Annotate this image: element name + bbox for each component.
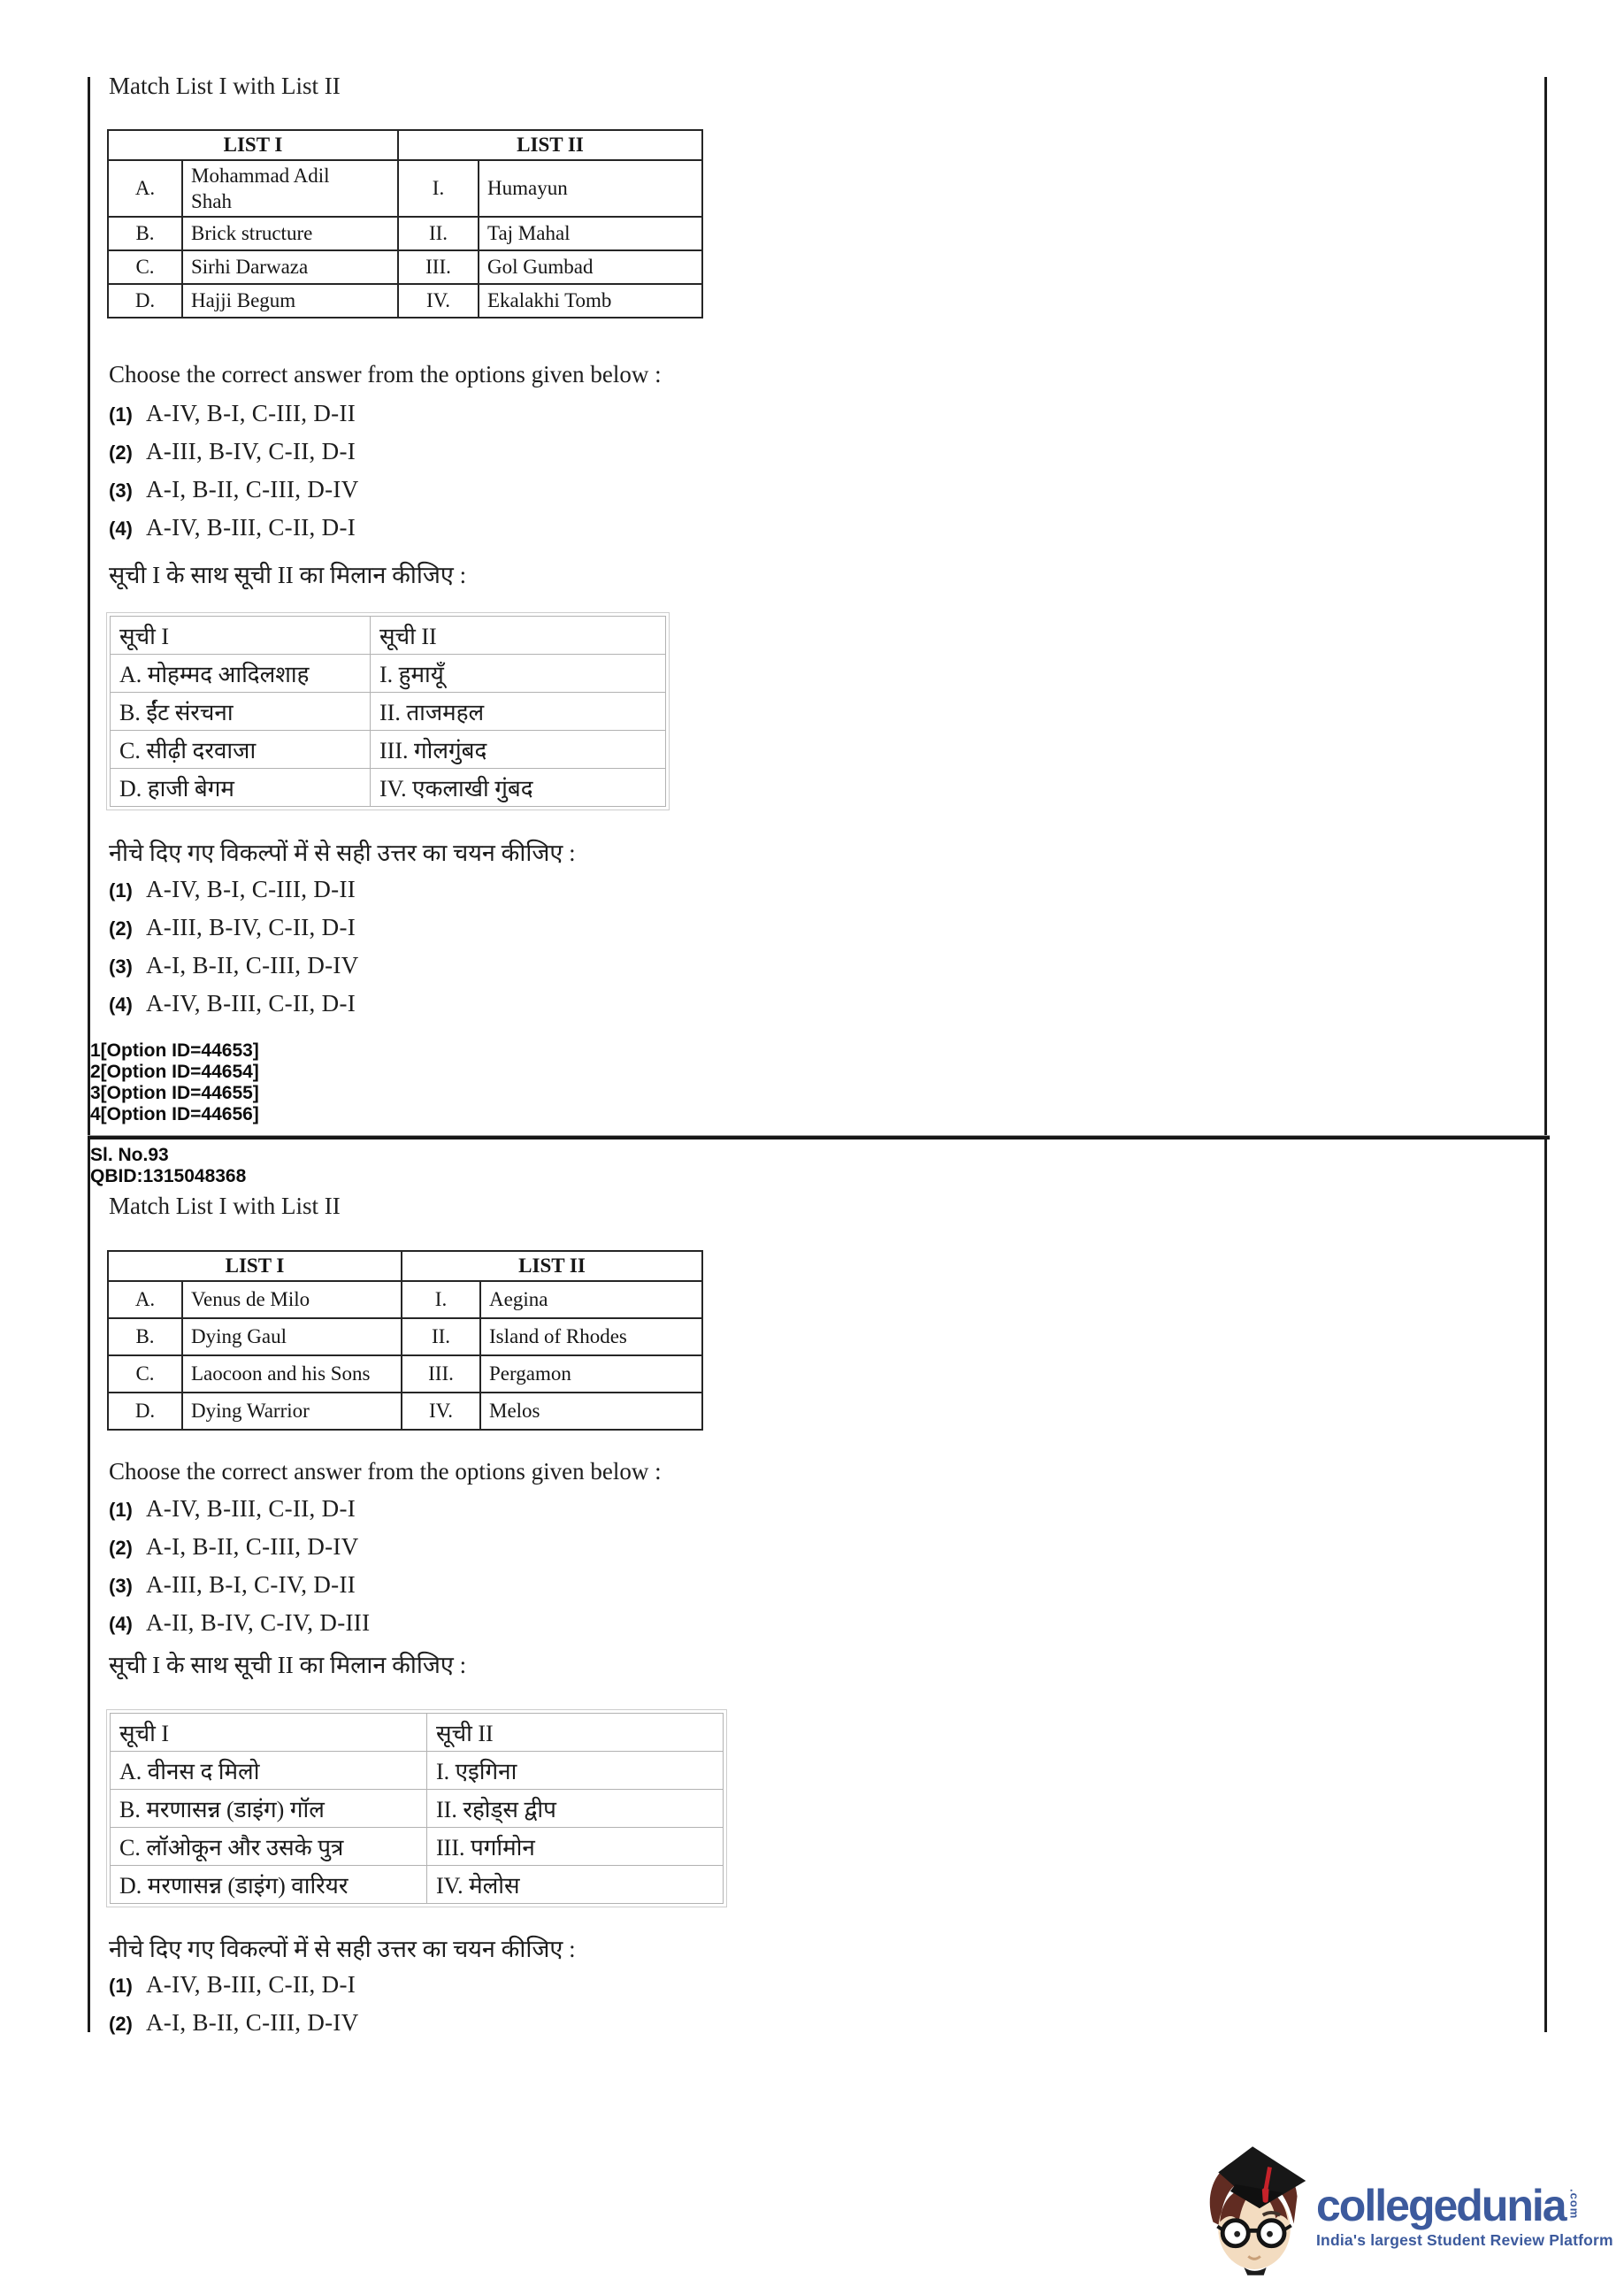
table-row xyxy=(111,1828,724,1866)
option-row xyxy=(104,1971,359,1998)
option-text: A-I, B-II, C-III, D-IV xyxy=(146,476,359,503)
cell-item: III. गोलगुंबद xyxy=(371,731,666,769)
q2-match-prompt-hindi: सूची I के साथ सूची II का मिलान कीजिए : xyxy=(109,1652,467,1678)
list2-header: LIST II xyxy=(398,130,702,160)
option-id-line: 4[Option ID=44656] xyxy=(90,1104,259,1124)
table-row xyxy=(108,1393,702,1430)
table-row xyxy=(108,1281,702,1318)
collegedunia-mascot-icon xyxy=(1199,2146,1313,2275)
option-text: A-IV, B-III, C-II, D-I xyxy=(146,1495,356,1522)
cell-item: A. मोहम्मद आदिलशाह xyxy=(111,655,371,693)
brand-tagline: India's largest Student Review Platform xyxy=(1316,2231,1613,2249)
cell-item: Taj Mahal xyxy=(479,217,702,250)
option-text: A-III, B-IV, C-II, D-I xyxy=(146,438,356,464)
list1-header-hi: सूची I xyxy=(111,1714,427,1752)
cell-letter: A. xyxy=(108,160,182,217)
cell-item: II. रहोड्स द्वीप xyxy=(427,1790,724,1828)
option-number: (2) xyxy=(109,1537,133,1559)
brand-wordmark: collegedunia xyxy=(1316,2181,1566,2230)
q1-options-english xyxy=(104,400,359,552)
brand-dotcom: .com xyxy=(1567,2189,1582,2220)
option-row xyxy=(104,476,359,503)
cell-item: Island of Rhodes xyxy=(480,1318,702,1355)
option-number: (1) xyxy=(109,879,133,902)
cell-item: I. हुमायूँ xyxy=(371,655,666,693)
option-number: (4) xyxy=(109,994,133,1016)
q1-match-table-english xyxy=(107,129,703,318)
table-row xyxy=(108,160,702,217)
table-row xyxy=(111,769,666,807)
cell-roman: IV. xyxy=(398,284,479,318)
option-text: A-IV, B-I, C-III, D-II xyxy=(146,876,356,902)
option-row xyxy=(104,1533,370,1560)
option-number: (1) xyxy=(109,1499,133,1521)
cell-letter: B. xyxy=(108,217,182,250)
q1-options-hindi xyxy=(104,876,359,1028)
cell-item: Laocoon and his Sons xyxy=(182,1355,402,1393)
option-number: (2) xyxy=(109,2013,133,2035)
table-row xyxy=(108,1318,702,1355)
cell-item: Brick structure xyxy=(182,217,398,250)
option-number: (2) xyxy=(109,441,133,464)
cell-item: Ekalakhi Tomb xyxy=(479,284,702,318)
option-row xyxy=(104,438,359,462)
list1-header: LIST I xyxy=(108,1251,402,1281)
option-row xyxy=(104,2009,359,2036)
option-id-line: 1[Option ID=44653] xyxy=(90,1040,259,1061)
cell-item: Dying Gaul xyxy=(182,1318,402,1355)
option-number: (2) xyxy=(109,917,133,940)
option-row xyxy=(104,400,359,424)
table-header-row xyxy=(111,617,666,655)
cell-letter: C. xyxy=(108,250,182,284)
cell-item: C. लॉओकून और उसके पुत्र xyxy=(111,1828,427,1866)
list2-header-hi: सूची II xyxy=(427,1714,724,1752)
option-id-line: 3[Option ID=44655] xyxy=(90,1083,259,1103)
option-number: (1) xyxy=(109,1975,133,1997)
cell-roman: II. xyxy=(398,217,479,250)
cell-letter: D. xyxy=(108,1393,182,1430)
q2-options-english xyxy=(104,1495,370,1647)
cell-item: Hajji Begum xyxy=(182,284,398,318)
cell-letter: D. xyxy=(108,284,182,318)
list1-header: LIST I xyxy=(108,130,398,160)
q1-title: Match List I with List II xyxy=(109,73,341,99)
option-text: A-IV, B-III, C-II, D-I xyxy=(146,990,356,1017)
cell-item: Aegina xyxy=(480,1281,702,1318)
q2-serial-number: Sl. No.93 xyxy=(90,1145,169,1165)
option-row xyxy=(104,1571,370,1598)
option-text: A-IV, B-I, C-III, D-II xyxy=(146,400,356,426)
option-text: A-III, B-IV, C-II, D-I xyxy=(146,914,356,940)
q1-choose-prompt-hindi: नीचे दिए गए विकल्पों में से सही उत्तर का चयन कीजिए : xyxy=(109,840,576,866)
q2-choose-prompt-en: Choose the correct answer from the options given below : xyxy=(109,1458,662,1485)
cell-item: Dying Warrior xyxy=(182,1393,402,1430)
q2-match-table-hindi xyxy=(106,1709,727,1907)
cell-roman: II. xyxy=(402,1318,480,1355)
cell-item: Melos xyxy=(480,1393,702,1430)
cell-item: A. वीनस द मिलो xyxy=(111,1752,427,1790)
option-row xyxy=(104,1495,370,1522)
option-text: A-IV, B-III, C-II, D-I xyxy=(146,1971,356,1998)
cell-item-text: Mohammad Adil Shah xyxy=(191,165,330,212)
q2-choose-prompt-hindi: नीचे दिए गए विकल्पों में से सही उत्तर का चयन कीजिए : xyxy=(109,1936,576,1962)
table-row xyxy=(108,284,702,318)
table-row xyxy=(111,731,666,769)
option-number: (4) xyxy=(109,1613,133,1635)
cell-item: Pergamon xyxy=(480,1355,702,1393)
cell-item: I. एइगिना xyxy=(427,1752,724,1790)
option-number: (3) xyxy=(109,480,133,502)
question-block-divider xyxy=(88,1135,1550,1140)
option-text: A-II, B-IV, C-IV, D-III xyxy=(146,1609,371,1636)
table-row xyxy=(111,1790,724,1828)
table-row xyxy=(108,217,702,250)
cell-item: D. हाजी बेगम xyxy=(111,769,371,807)
option-text: A-I, B-II, C-III, D-IV xyxy=(146,952,359,978)
q2-options-hindi xyxy=(104,1971,359,2047)
list2-header: LIST II xyxy=(402,1251,702,1281)
collegedunia-logo xyxy=(1199,2146,1613,2275)
option-number: (4) xyxy=(109,518,133,540)
option-row xyxy=(104,876,359,900)
option-text: A-I, B-II, C-III, D-IV xyxy=(146,2009,359,2036)
cell-item xyxy=(182,160,398,217)
cell-item: Venus de Milo xyxy=(182,1281,402,1318)
option-number: (3) xyxy=(109,1575,133,1597)
table-row xyxy=(108,250,702,284)
table-row xyxy=(111,655,666,693)
cell-roman: I. xyxy=(402,1281,480,1318)
cell-letter: A. xyxy=(108,1281,182,1318)
cell-roman: I. xyxy=(398,160,479,217)
q1-match-table-hindi xyxy=(106,612,670,810)
option-id-line: 2[Option ID=44654] xyxy=(90,1062,259,1082)
cell-roman: IV. xyxy=(402,1393,480,1430)
cell-item: D. मरणासन्न (डाइंग) वारियर xyxy=(111,1866,427,1904)
q1-option-ids xyxy=(90,1040,259,1125)
cell-letter: C. xyxy=(108,1355,182,1393)
list2-header-hi: सूची II xyxy=(371,617,666,655)
cell-letter: B. xyxy=(108,1318,182,1355)
table-row xyxy=(108,1355,702,1393)
option-text: A-I, B-II, C-III, D-IV xyxy=(146,1533,359,1560)
q2-meta xyxy=(90,1145,246,1187)
table-row xyxy=(111,1866,724,1904)
table-row xyxy=(111,693,666,731)
q2-match-table-english xyxy=(107,1250,703,1431)
cell-item: IV. एकलाखी गुंबद xyxy=(371,769,666,807)
cell-item: B. ईंट संरचना xyxy=(111,693,371,731)
table-header-row xyxy=(108,1251,702,1281)
list1-header-hi: सूची I xyxy=(111,617,371,655)
option-text: A-IV, B-III, C-II, D-I xyxy=(146,514,356,541)
cell-item: Gol Gumbad xyxy=(479,250,702,284)
cell-roman: III. xyxy=(398,250,479,284)
cell-item: Humayun xyxy=(479,160,702,217)
cell-item: II. ताजमहल xyxy=(371,693,666,731)
option-number: (3) xyxy=(109,955,133,978)
option-text: A-III, B-I, C-IV, D-II xyxy=(146,1571,356,1598)
table-header-row xyxy=(108,130,702,160)
option-row xyxy=(104,514,359,541)
q2-title: Match List I with List II xyxy=(109,1193,341,1219)
table-header-row xyxy=(111,1714,724,1752)
option-row xyxy=(104,952,359,976)
cell-item: Sirhi Darwaza xyxy=(182,250,398,284)
q1-match-prompt-hindi: सूची I के साथ सूची II का मिलान कीजिए : xyxy=(109,562,467,588)
cell-item: B. मरणासन्न (डाइंग) गॉल xyxy=(111,1790,427,1828)
option-row xyxy=(104,990,359,1017)
cell-roman: III. xyxy=(402,1355,480,1393)
table-row xyxy=(111,1752,724,1790)
option-row xyxy=(104,1609,371,1636)
q2-qbid: QBID:1315048368 xyxy=(90,1166,247,1186)
option-row xyxy=(104,914,359,938)
q1-choose-prompt-en: Choose the correct answer from the options given below : xyxy=(109,361,662,388)
cell-item: IV. मेलोस xyxy=(427,1866,724,1904)
cell-item: III. पर्गामोन xyxy=(427,1828,724,1866)
option-number: (1) xyxy=(109,403,133,426)
cell-item: C. सीढ़ी दरवाजा xyxy=(111,731,371,769)
